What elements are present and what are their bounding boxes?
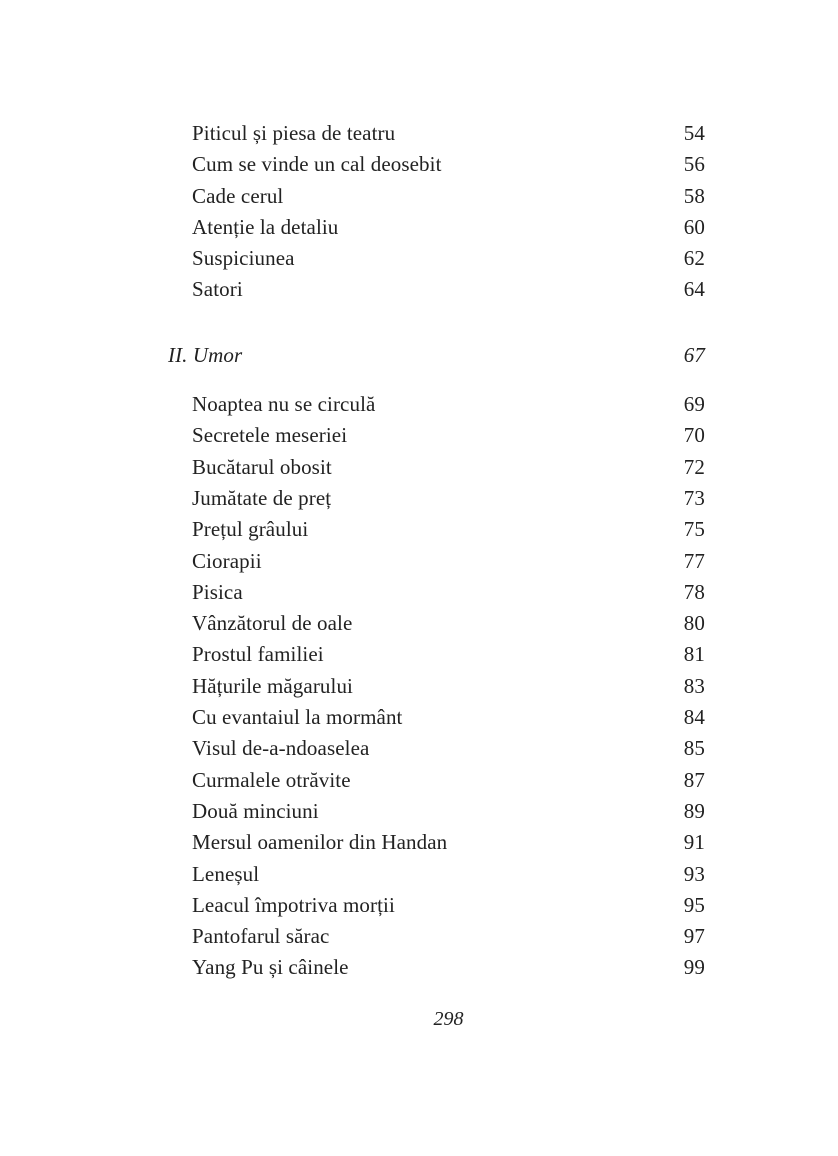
toc-entry [168,796,705,827]
toc-entry-page: 84 [683,705,705,730]
toc-entry-page: 81 [683,642,705,667]
toc-entry-title: Leacul împotriva morții [192,892,395,917]
toc-entry-title: Suspiciunea [192,246,295,271]
toc-entry-title: Mersul oamenilor din Handan [192,830,448,855]
toc-entry-title: Pantofarul sărac [192,924,330,949]
toc-entry [168,671,705,702]
toc-entry-title: Cum se vinde un cal deosebit [192,152,442,177]
toc-entry-page: 62 [683,246,705,271]
toc-entry-page: 73 [683,485,705,510]
toc-entry-title: Jumătate de preț [192,485,332,510]
toc-entry-title: Yang Pu și câinele [192,955,349,980]
toc-entry [168,608,705,639]
toc-entry-page: 77 [683,548,705,573]
toc-entry [168,483,705,514]
table-of-contents [168,118,705,984]
toc-entry-page: 80 [683,611,705,636]
toc-section-heading [168,340,705,371]
toc-entry-page: 85 [683,736,705,761]
toc-entry-title: Pisica [192,579,243,604]
toc-entry-title: Prostul familiei [192,642,324,667]
toc-entry [168,952,705,983]
toc-entry-page: 97 [683,924,705,949]
page-number: 298 [433,1008,464,1030]
toc-entry [168,890,705,921]
toc-entry [168,546,705,577]
toc-entry [168,149,705,180]
toc-entry-title: Secretele meseriei [192,423,348,448]
toc-entry-page: 60 [683,214,705,239]
toc-entry-page: 58 [683,183,705,208]
toc-entry [168,452,705,483]
toc-entry-page: 72 [683,454,705,479]
toc-entry-title: Bucătarul obosit [192,454,332,479]
toc-entry-page: 78 [683,579,705,604]
toc-entry [168,118,705,149]
toc-entry-page: 75 [683,517,705,542]
toc-entry-page: 70 [683,423,705,448]
toc-entry-page: 95 [683,892,705,917]
toc-entry-title: Ciorapii [192,548,262,573]
toc-entry [168,921,705,952]
toc-entry [168,420,705,451]
toc-entry-page: 83 [683,673,705,698]
toc-entry-title: Curmalele otrăvite [192,767,351,792]
toc-entry-title: Două minciuni [192,798,319,823]
toc-entry [168,765,705,796]
toc-entry [168,243,705,274]
toc-entry-page: 64 [683,277,705,302]
toc-entry [168,577,705,608]
toc-entry-page: 54 [683,121,705,145]
toc-entry-title: Cade cerul [192,183,284,208]
toc-entry-page: 87 [683,767,705,792]
toc-entry [168,212,705,243]
toc-entry-title: Visul de-a-ndoaselea [192,736,370,761]
toc-section-heading-label: II. Umor [168,342,243,367]
toc-entry [168,389,705,420]
toc-entry-title: Noaptea nu se circulă [192,392,376,417]
toc-entry [168,827,705,858]
toc-section-heading-page: 67 [683,342,705,367]
toc-entry-page: 93 [683,861,705,886]
toc-entry [168,639,705,670]
toc-entry [168,274,705,305]
toc-entry-page: 99 [683,955,705,980]
toc-entry [168,181,705,212]
toc-entry-title: Hățurile măgarului [192,673,353,698]
toc-entry-page: 69 [683,392,705,417]
toc-entry-page: 56 [683,152,705,177]
toc-entry-title: Piticul și piesa de teatru [192,121,396,145]
toc-entry-title: Atenție la detaliu [192,214,339,239]
toc-entry-title: Vânzătorul de oale [192,611,353,636]
toc-entry-page: 89 [683,798,705,823]
toc-entry-title: Leneșul [192,861,260,886]
toc-entry [168,514,705,545]
toc-entry [168,859,705,890]
toc-entry-title: Satori [192,277,243,302]
toc-entry-title: Cu evantaiul la mormânt [192,705,403,730]
toc-entry [168,733,705,764]
toc-entry [168,702,705,733]
toc-entry-page: 91 [683,830,705,855]
toc-entry-title: Prețul grâului [192,517,309,542]
